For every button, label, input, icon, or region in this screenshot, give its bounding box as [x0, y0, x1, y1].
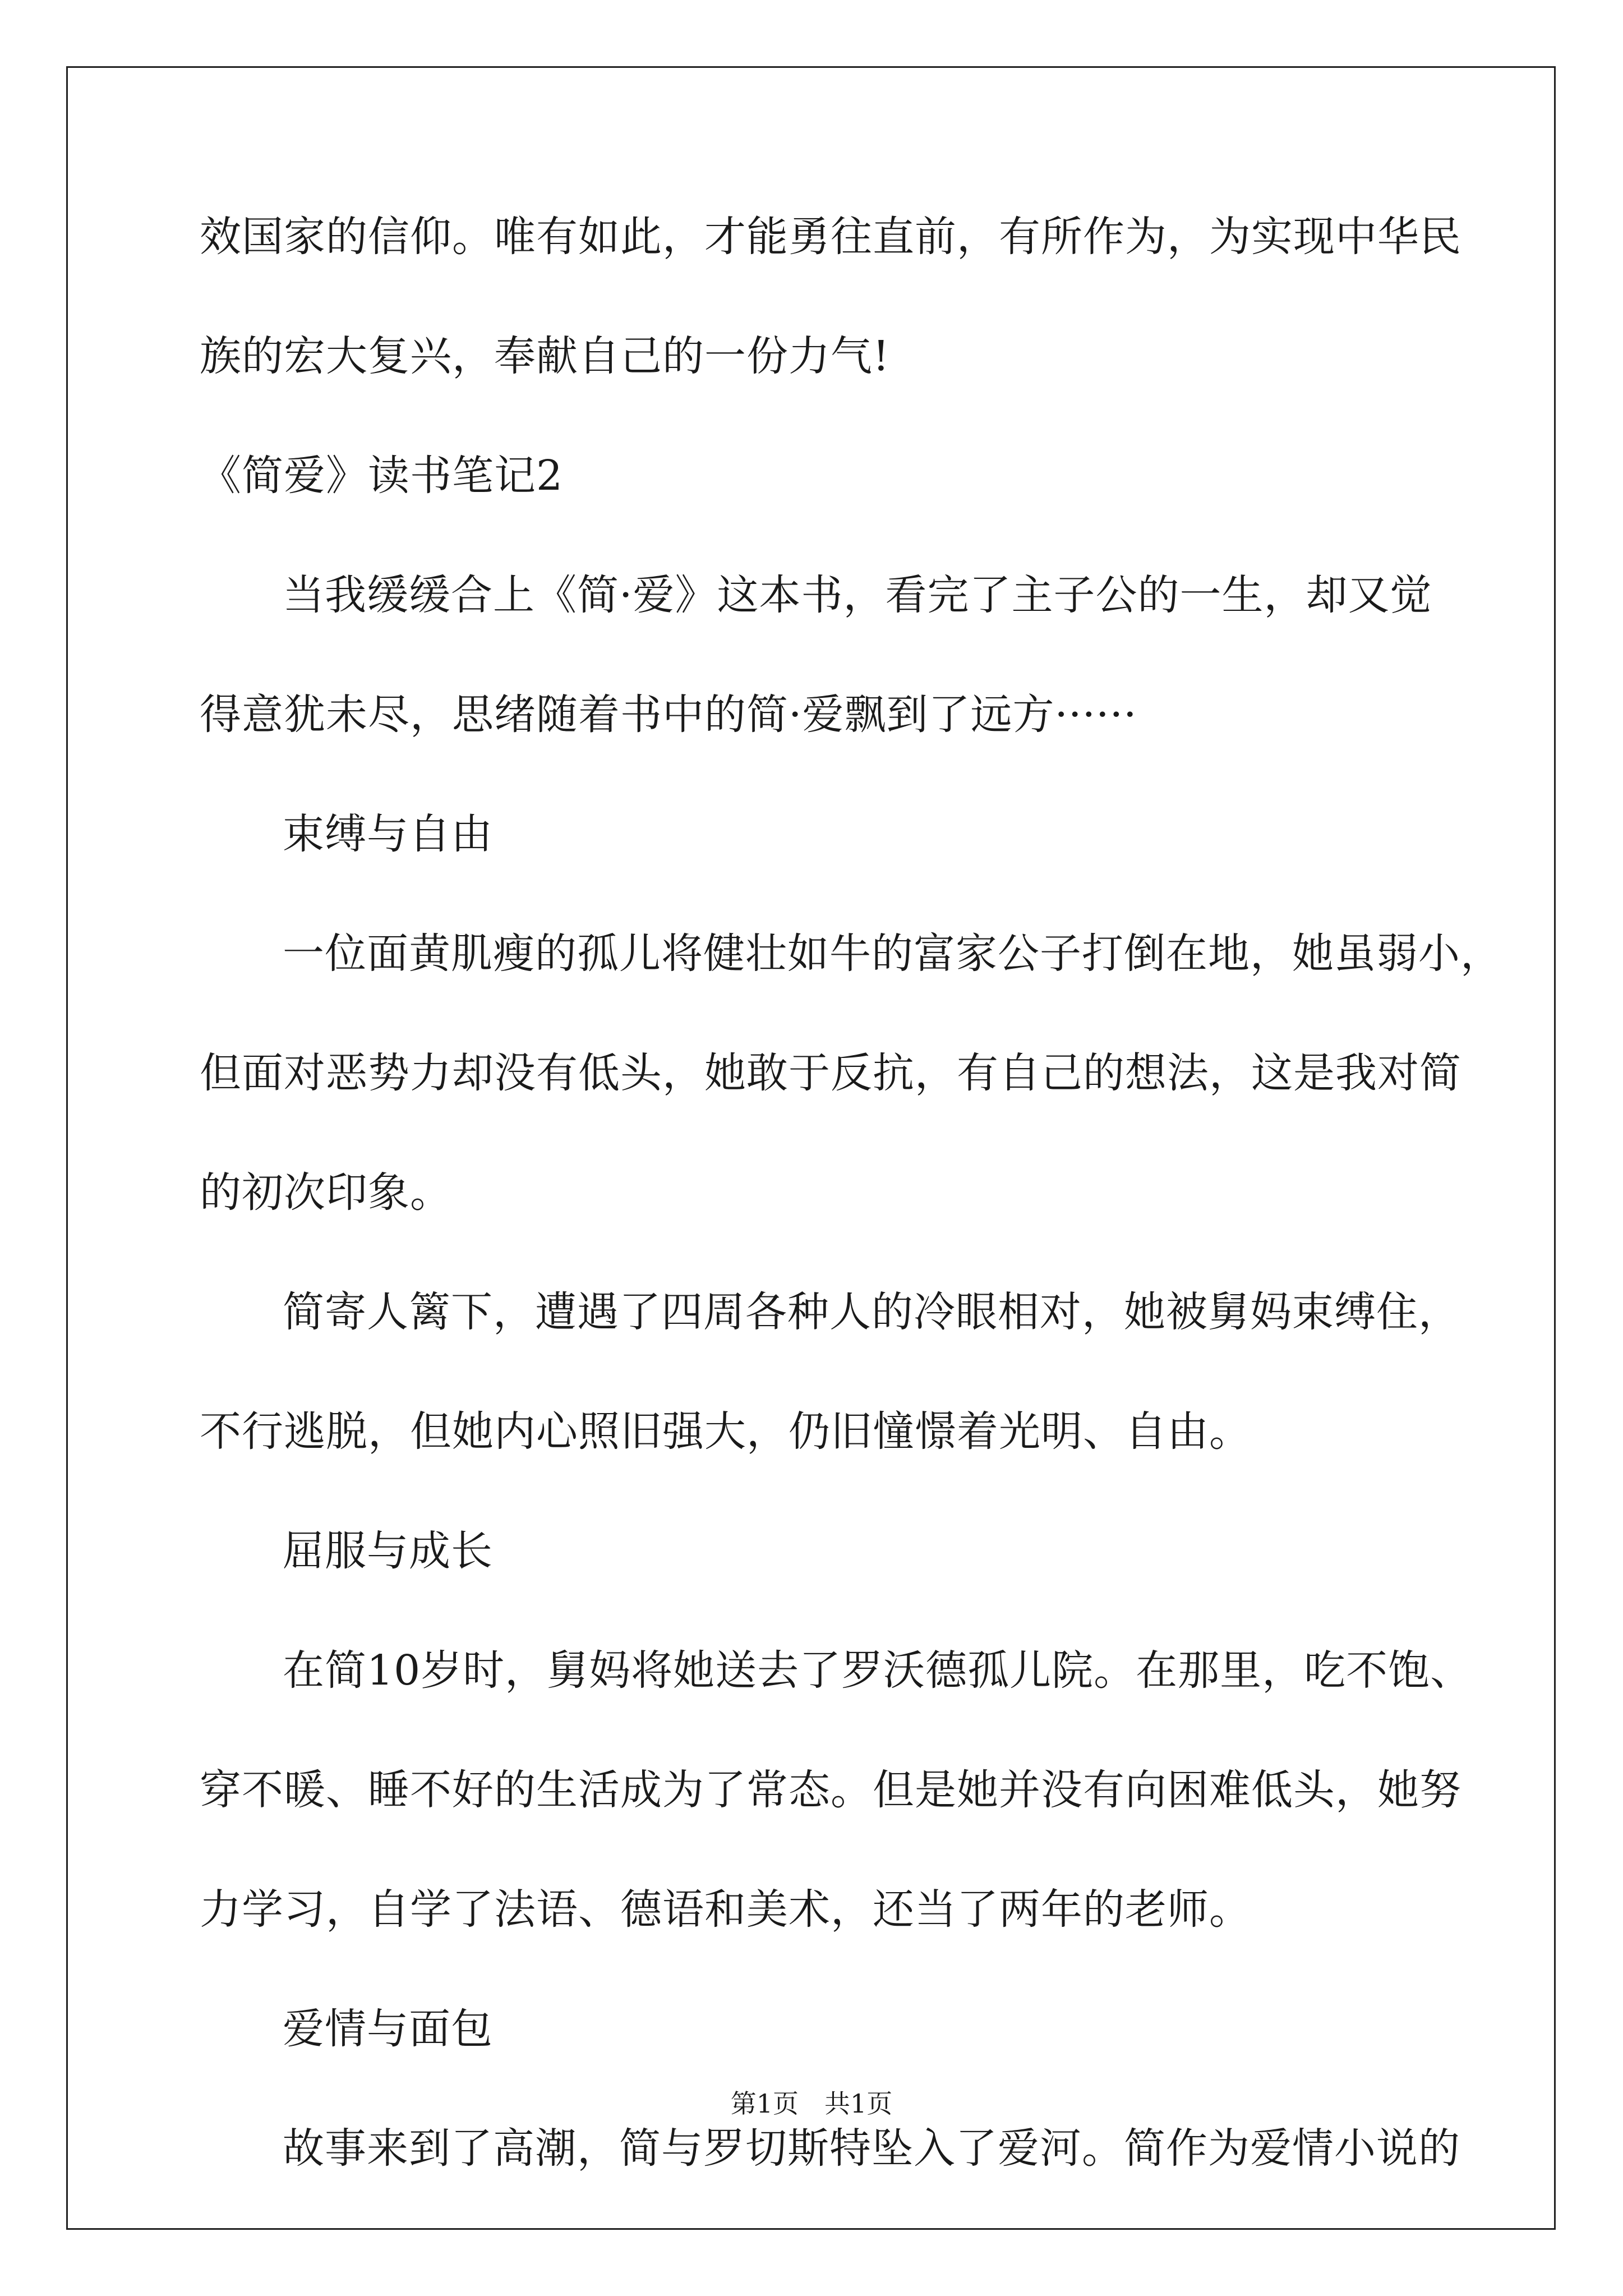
subheading: 屈服与成长 — [283, 1527, 493, 1575]
text-line: 一位面黄肌瘦的孤儿将健壮如牛的富家公子打倒在地，她虽弱小， — [283, 930, 1502, 978]
subheading: 束缚与自由 — [283, 810, 493, 858]
text-line: 在简10岁时，舅妈将她送去了罗沃德孤儿院。在那里，吃不饱、 — [283, 1646, 1473, 1695]
text-line: 故事来到了高潮，简与罗切斯特坠入了爱河。简作为爱情小说的 — [283, 2124, 1460, 2173]
page-total: 共1页 — [824, 2088, 893, 2119]
text-line: 不行逃脱，但她内心照旧强大，仍旧憧憬着光明、自由。 — [200, 1407, 1251, 1456]
text-line: 的初次印象。 — [200, 1168, 452, 1217]
document-body — [200, 213, 1502, 2247]
text-line: 当我缓缓合上《简·爱》这本书，看完了主子公的一生，却又觉 — [283, 571, 1432, 619]
text-line: 力学习，自学了法语、德语和美术，还当了两年的老师。 — [200, 1885, 1251, 1934]
text-line: 简寄人篱下，遭遇了四周各种人的冷眼相对，她被舅妈束缚住， — [283, 1288, 1460, 1336]
text-line: 得意犹未尽，思绪随着书中的简·爱飘到了远方······ — [200, 691, 1137, 739]
text-line: 效国家的信仰。唯有如此，才能勇往直前，有所作为，为实现中华民 — [200, 213, 1461, 261]
text-line: 但面对恶势力却没有低头，她敢于反抗，有自己的想法，这是我对简 — [200, 1049, 1461, 1097]
page-number: 第1页 — [730, 2088, 799, 2119]
text-line: 族的宏大复兴，奉献自己的一份力气! — [200, 332, 890, 380]
section-title: 《简爱》读书笔记2 — [200, 452, 564, 500]
page-footer — [0, 2088, 1623, 2119]
subheading: 爱情与面包 — [283, 2005, 493, 2053]
text-line: 穿不暖、睡不好的生活成为了常态。但是她并没有向困难低头，她努 — [200, 1766, 1461, 1814]
